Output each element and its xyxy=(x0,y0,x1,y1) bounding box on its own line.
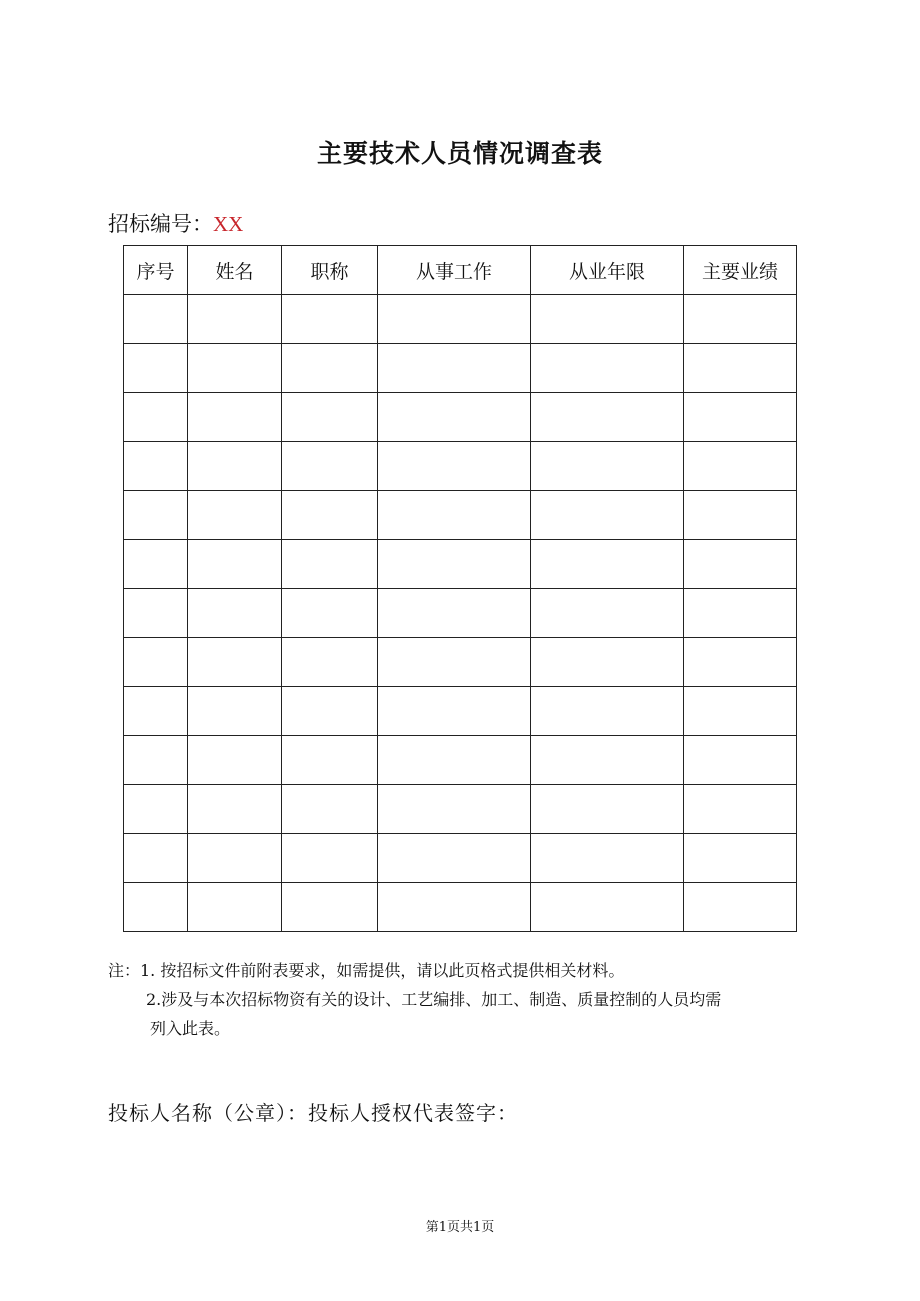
staff-table xyxy=(123,245,797,932)
column-header-years: 从业年限 xyxy=(531,246,684,295)
table-cell xyxy=(188,785,282,834)
table-cell xyxy=(378,638,531,687)
table-row xyxy=(124,393,797,442)
table-cell xyxy=(282,344,378,393)
note-line-1: 注：1. 按招标文件前附表要求，如需提供，请以此页格式提供相关材料。 xyxy=(108,961,625,980)
table-cell xyxy=(684,344,797,393)
bid-number-value: XX xyxy=(213,212,244,236)
table-row xyxy=(124,295,797,344)
table-row xyxy=(124,344,797,393)
table-cell xyxy=(531,736,684,785)
column-header-work: 从事工作 xyxy=(378,246,531,295)
table-cell xyxy=(684,785,797,834)
table-row xyxy=(124,638,797,687)
table-cell xyxy=(188,589,282,638)
table-cell xyxy=(531,393,684,442)
table-cell xyxy=(282,834,378,883)
table-row xyxy=(124,736,797,785)
table-cell xyxy=(124,442,188,491)
table-cell xyxy=(124,491,188,540)
table-cell xyxy=(188,393,282,442)
column-header-title: 职称 xyxy=(282,246,378,295)
table-cell xyxy=(378,344,531,393)
table-cell xyxy=(684,883,797,932)
table-row xyxy=(124,785,797,834)
table-cell xyxy=(378,491,531,540)
table-cell xyxy=(378,540,531,589)
table-cell xyxy=(188,638,282,687)
table-cell xyxy=(378,589,531,638)
table-cell xyxy=(684,589,797,638)
table-cell xyxy=(531,687,684,736)
table-cell xyxy=(124,834,188,883)
table-cell xyxy=(188,736,282,785)
signature-line: 投标人名称（公章）：投标人授权代表签字： xyxy=(108,1101,518,1125)
table-cell xyxy=(124,736,188,785)
table-cell xyxy=(188,687,282,736)
table-cell xyxy=(684,491,797,540)
table-cell xyxy=(531,589,684,638)
note-line-3: 列入此表。 xyxy=(150,1019,231,1038)
table-cell xyxy=(124,883,188,932)
note-line-2: 2.涉及与本次招标物资有关的设计、工艺编排、加工、制造、质量控制的人员均需 xyxy=(146,990,722,1009)
table-cell xyxy=(684,834,797,883)
table-cell xyxy=(531,785,684,834)
table-cell xyxy=(188,295,282,344)
table-cell xyxy=(282,442,378,491)
table-cell xyxy=(684,393,797,442)
table-cell xyxy=(531,491,684,540)
bid-number-label: 招标编号： xyxy=(108,212,213,236)
table-cell xyxy=(684,687,797,736)
table-cell xyxy=(282,491,378,540)
table-cell xyxy=(282,785,378,834)
table-cell xyxy=(124,687,188,736)
table-cell xyxy=(282,687,378,736)
table-body xyxy=(124,295,797,932)
table-cell xyxy=(124,785,188,834)
table-cell xyxy=(531,344,684,393)
table-cell xyxy=(124,638,188,687)
table-cell xyxy=(684,540,797,589)
table-cell xyxy=(378,442,531,491)
table-cell xyxy=(531,834,684,883)
table-cell xyxy=(188,442,282,491)
table-cell xyxy=(124,344,188,393)
table-row xyxy=(124,491,797,540)
table-row xyxy=(124,687,797,736)
table-cell xyxy=(282,638,378,687)
table-cell xyxy=(378,834,531,883)
table-row xyxy=(124,834,797,883)
notes xyxy=(108,956,828,1043)
table-cell xyxy=(531,442,684,491)
table-cell xyxy=(531,638,684,687)
table-cell xyxy=(124,540,188,589)
table-cell xyxy=(684,736,797,785)
table-cell xyxy=(124,295,188,344)
table-cell xyxy=(684,295,797,344)
table-cell xyxy=(282,540,378,589)
page-footer: 第1页共1页 xyxy=(425,1220,495,1235)
table-cell xyxy=(531,540,684,589)
table-cell xyxy=(282,295,378,344)
table-cell xyxy=(282,736,378,785)
table-cell xyxy=(378,883,531,932)
bid-number-line xyxy=(108,208,243,238)
table-cell xyxy=(378,736,531,785)
table-cell xyxy=(282,589,378,638)
table-cell xyxy=(124,589,188,638)
table-cell xyxy=(188,540,282,589)
column-header-achievements: 主要业绩 xyxy=(684,246,797,295)
table-cell xyxy=(531,883,684,932)
table-cell xyxy=(282,393,378,442)
table-cell xyxy=(124,393,188,442)
table-cell xyxy=(188,344,282,393)
column-header-name: 姓名 xyxy=(188,246,282,295)
table-cell xyxy=(188,491,282,540)
table-row xyxy=(124,540,797,589)
table-cell xyxy=(188,883,282,932)
table-cell xyxy=(282,883,378,932)
table-row xyxy=(124,442,797,491)
table-cell xyxy=(684,442,797,491)
table-cell xyxy=(378,393,531,442)
table-header-row xyxy=(124,246,797,295)
column-header-index: 序号 xyxy=(124,246,188,295)
table-cell xyxy=(378,295,531,344)
page-title: 主要技术人员情况调查表 xyxy=(316,139,603,168)
table-row xyxy=(124,883,797,932)
table-cell xyxy=(378,687,531,736)
table-cell xyxy=(378,785,531,834)
table-cell xyxy=(531,295,684,344)
table-cell xyxy=(684,638,797,687)
table-cell xyxy=(188,834,282,883)
table-row xyxy=(124,589,797,638)
